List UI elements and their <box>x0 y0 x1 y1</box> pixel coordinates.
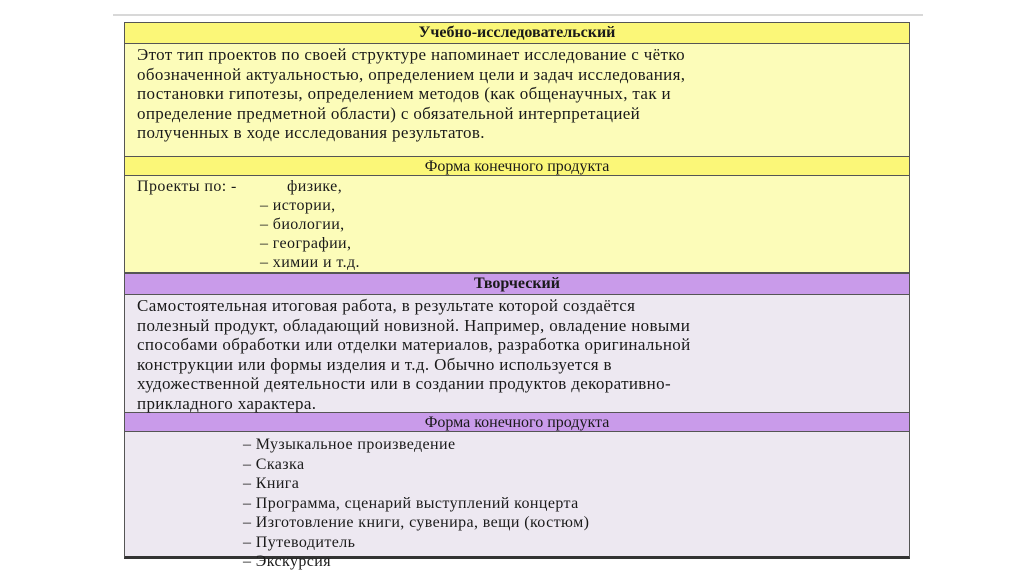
description-line: полезный продукт, обладающий новизной. Например, овладение новыми <box>137 315 691 335</box>
list-item: – Путеводитель <box>243 533 356 551</box>
research-product-heading: Форма конечного продукта <box>125 156 909 176</box>
research-title: Учебно-исследовательский <box>125 23 909 44</box>
creative-product-list <box>125 432 909 570</box>
list-item: – биологии, <box>260 216 345 233</box>
list-item: – истории, <box>260 197 336 214</box>
description-line: прикладного характера. <box>137 393 317 413</box>
list-item: – Сказка <box>243 455 305 473</box>
research-product-list <box>125 176 909 272</box>
description-line: Самостоятельная итоговая работа, в результате которой создаётся <box>137 296 636 315</box>
list-item: физике, <box>287 178 343 195</box>
research-project-table <box>124 22 910 273</box>
description-line: полученных в ходе исследования результатов. <box>137 123 485 142</box>
list-lead: Проекты по: - <box>137 178 237 195</box>
list-item: – географии, <box>260 235 352 252</box>
slide-top-border <box>113 14 923 16</box>
creative-description <box>125 295 909 412</box>
list-item: – Книга <box>243 475 300 492</box>
description-line: конструкции или формы изделия и т.д. Обычно используется в <box>137 354 612 374</box>
description-line: Этот тип проектов по своей структуре напоминает исследование с чётко <box>137 45 685 64</box>
list-item: – Музыкальное произведение <box>243 436 456 453</box>
description-line: обозначенной актуальностью, определением цели и задач исследования, <box>137 64 686 84</box>
creative-title: Творческий <box>125 274 909 295</box>
description-line: постановки гипотезы, определением методов (как общенаучных, так и <box>137 84 671 103</box>
list-item: – Экскурсия <box>243 553 332 570</box>
list-item: – химии и т.д. <box>260 254 360 271</box>
list-item: – Программа, сценарий выступлений концерта <box>243 494 579 512</box>
description-line: способами обработки или отделки материалов, разработка оригинальной <box>137 335 691 354</box>
description-line: художественной деятельности или в создании продуктов декоративно- <box>137 374 671 393</box>
creative-product-heading: Форма конечного продукта <box>125 412 909 432</box>
research-description <box>125 44 909 156</box>
list-item: – Изготовление книги, сувенира, вещи (костюм) <box>243 514 590 531</box>
creative-project-table <box>124 273 910 570</box>
description-line: определение предметной области) с обязательной интерпретацией <box>137 103 641 123</box>
